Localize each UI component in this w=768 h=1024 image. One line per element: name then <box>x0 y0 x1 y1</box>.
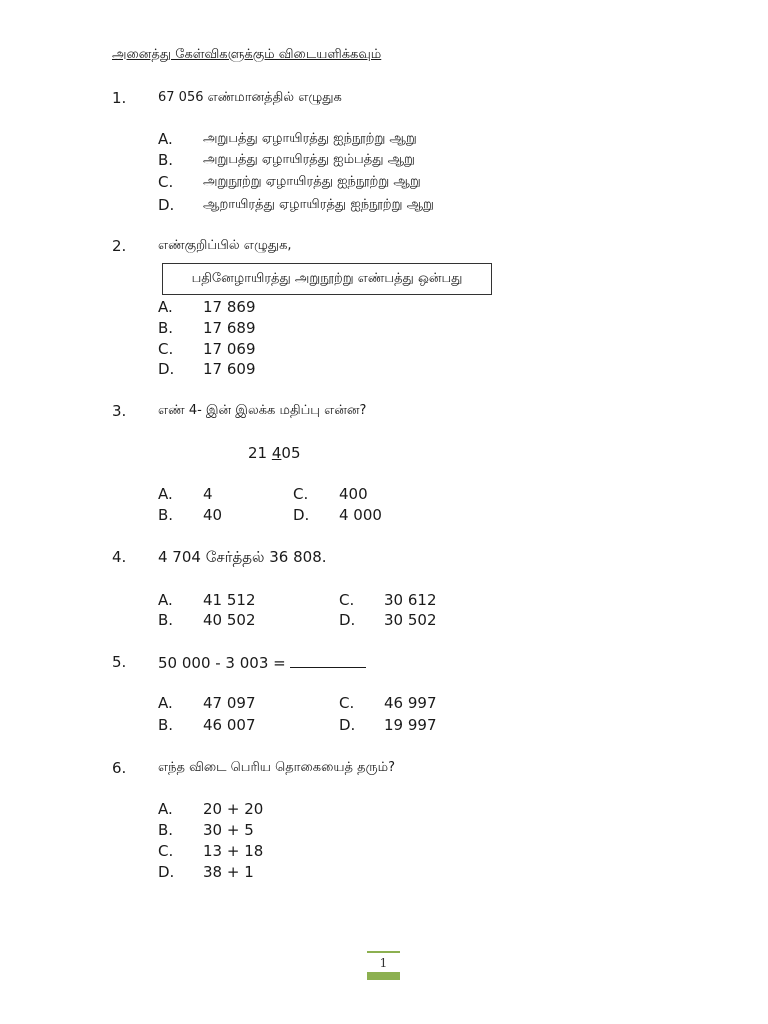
q2-option-d-text: 17 609 <box>203 360 256 378</box>
q1-option-a-label: A. <box>158 130 173 148</box>
question-3-number-display <box>248 444 301 462</box>
q5-option-b-text: 46 007 <box>203 716 256 734</box>
question-5-number: 5. <box>112 653 127 671</box>
q3-option-b-label: B. <box>158 506 174 524</box>
q5-option-d-text: 19 997 <box>384 716 437 734</box>
underlined-digit: 4 <box>271 444 282 462</box>
q4-option-c-label: C. <box>339 591 355 609</box>
question-6-text: எந்த விடை பெரிய தொகையைத் தரும்? <box>158 760 396 775</box>
q6-option-c-label: C. <box>158 842 174 860</box>
q1-option-c-label: C. <box>158 173 174 191</box>
question-3-text: எண் 4- இன் இலக்க மதிப்பு என்ன? <box>158 403 367 418</box>
number-suffix: 05 <box>281 444 301 462</box>
q3-option-c-label: C. <box>293 485 309 503</box>
q4-option-a-label: A. <box>158 591 173 609</box>
q2-option-d-label: D. <box>158 360 175 378</box>
q3-option-d-label: D. <box>293 506 310 524</box>
q3-option-c-text: 400 <box>339 485 368 503</box>
q1-option-d-text: ஆறாயிரத்து ஏழாயிரத்து ஐந்நூற்று ஆறு <box>203 197 434 212</box>
q1-option-c-text: அறுநூற்று ஏழாயிரத்து ஐந்நூற்று ஆறு <box>203 174 421 189</box>
q1-option-b-label: B. <box>158 151 174 169</box>
q2-option-a-label: A. <box>158 298 173 316</box>
q4-option-a-text: 41 512 <box>203 591 256 609</box>
q4-option-d-text: 30 502 <box>384 611 437 629</box>
q3-option-a-text: 4 <box>203 485 213 503</box>
q6-option-b-text: 30 + 5 <box>203 821 254 839</box>
q2-option-c-label: C. <box>158 340 174 358</box>
question-1-text: 67 056 எண்மானத்தில் எழுதுக <box>158 90 342 105</box>
page-title: அனைத்து கேள்விகளுக்கும் விடையளிக்கவும் <box>112 47 382 62</box>
q2-option-a-text: 17 869 <box>203 298 256 316</box>
q6-option-a-label: A. <box>158 800 173 818</box>
q4-option-b-label: B. <box>158 611 174 629</box>
q5-option-d-label: D. <box>339 716 356 734</box>
page-number-bar <box>367 972 400 980</box>
question-3-number: 3. <box>112 402 127 420</box>
question-1-number: 1. <box>112 89 127 107</box>
number-prefix: 21 <box>248 444 272 462</box>
q2-option-b-text: 17 689 <box>203 319 256 337</box>
page-number-text: 1 <box>379 956 388 970</box>
q3-option-b-text: 40 <box>203 506 223 524</box>
q4-option-b-text: 40 502 <box>203 611 256 629</box>
q6-option-d-text: 38 + 1 <box>203 863 254 881</box>
q5-option-c-label: C. <box>339 694 355 712</box>
q1-option-a-text: அறுபத்து ஏழாயிரத்து ஐந்நூற்று ஆறு <box>203 131 417 146</box>
question-6-number: 6. <box>112 759 127 777</box>
q1-option-b-text: அறுபத்து ஏழாயிரத்து ஐம்பத்து ஆறு <box>203 152 415 167</box>
q5-option-b-label: B. <box>158 716 174 734</box>
q4-option-c-text: 30 612 <box>384 591 437 609</box>
q6-option-b-label: B. <box>158 821 174 839</box>
question-4-text: 4 704 சேர்த்தல் 36 808. <box>158 548 327 566</box>
question-4-number: 4. <box>112 548 127 566</box>
question-5-equation <box>158 653 366 672</box>
q6-option-d-label: D. <box>158 863 175 881</box>
q5-option-a-label: A. <box>158 694 173 712</box>
question-2-text: எண்குறிப்பில் எழுதுக, <box>158 238 292 253</box>
q6-option-c-text: 13 + 18 <box>203 842 264 860</box>
q5-option-c-text: 46 997 <box>384 694 437 712</box>
q3-option-d-text: 4 000 <box>339 506 382 524</box>
q2-option-c-text: 17 069 <box>203 340 256 358</box>
q6-option-a-text: 20 + 20 <box>203 800 264 818</box>
q5-option-a-text: 47 097 <box>203 694 256 712</box>
q4-option-d-label: D. <box>339 611 356 629</box>
answer-blank <box>290 653 366 668</box>
question-5-text: 50 000 - 3 003 = <box>158 654 286 672</box>
question-2-word-box: பதினேழாயிரத்து அறுநூற்று எண்பத்து ஒன்பது <box>162 263 492 295</box>
question-2-number: 2. <box>112 237 127 255</box>
q3-option-a-label: A. <box>158 485 173 503</box>
q1-option-d-label: D. <box>158 196 175 214</box>
q2-option-b-label: B. <box>158 319 174 337</box>
